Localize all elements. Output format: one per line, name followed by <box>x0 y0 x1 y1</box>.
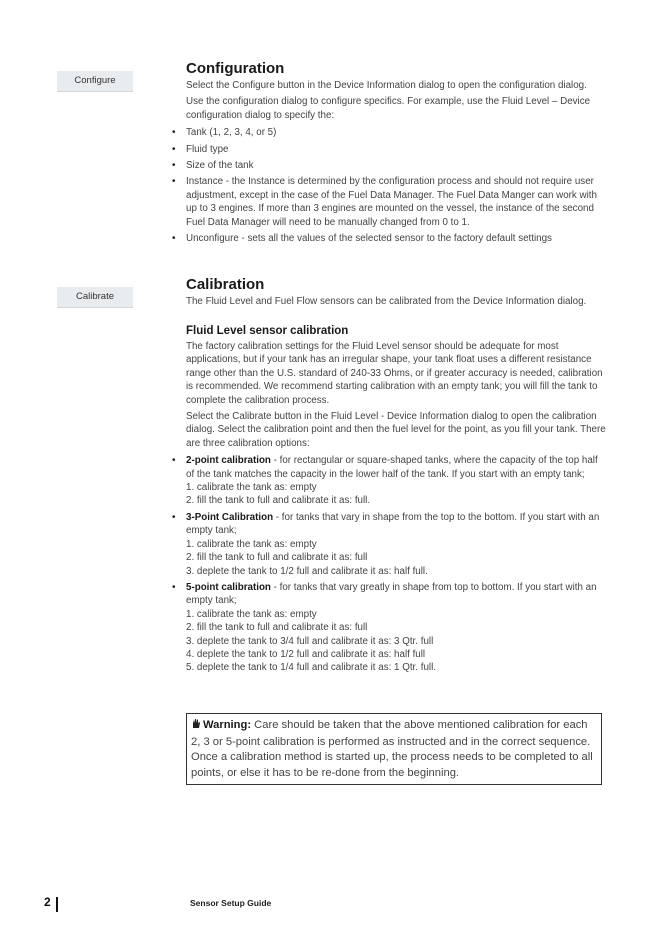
option-description: - for tanks that vary greatly in shape from top to bottom. If you start with an empty tank; <box>186 581 597 607</box>
option-title: 3-Point Calibration <box>186 511 274 523</box>
fluid-level-calibration-section <box>186 324 606 678</box>
configuration-paragraph-2: Use the configuration dialog to configure specifics. For example, use the Fluid Level – Device configuration dialog to specify the: <box>186 96 591 121</box>
option-step: 5. deplete the tank to 1/4 full and calibrate it as: 1 Qtr. full. <box>186 662 436 674</box>
option-title: 2-point calibration <box>186 455 271 467</box>
configure-side-label: Configure <box>57 71 133 92</box>
option-step: 2. fill the tank to full and calibrate it as: full. <box>186 495 371 507</box>
calibrate-side-label: Calibrate <box>57 287 133 308</box>
list-item: • Instance - the Instance is determined by the configuration process and should not require user adjustment, except in the case of the Fuel Data Manager. The Fuel Data Manger can work with up to 3 engines. If more than 3 engines are mounted on the vessel, the instance of the second Fuel Data Manager will need to be manually changed from 0 to 1. <box>186 175 606 229</box>
option-description: - for tanks that vary in shape from the top to the bottom. If you start with an empty tank; <box>186 511 600 537</box>
calibration-paragraph-1: The factory calibration settings for the Fluid Level sensor should be adequate for most applications, but if your tank has an irregular shape, your tank float uses a different resistance range other than the U.S. standard of 240-33 Ohms, or if greater accuracy is needed, calibration is recommended. We recommend starting calibration with an empty tank; you will fill the tank to complete the calibration process. <box>186 341 603 406</box>
configuration-heading: Configuration <box>186 60 285 77</box>
option-step: 1. calibrate the tank as: empty <box>186 608 317 620</box>
warning-text: Care should be taken that the above mentioned calibration for each 2, 3 or 5-point calibration is performed as instructed and in the correct sequence. Once a calibration method is started up, the process needs to be completed to all points, or else it has to be re-done from the beginning. <box>191 719 593 779</box>
list-item <box>186 511 606 578</box>
warning-box <box>186 713 602 785</box>
list-item: • Unconfigure - sets all the values of the selected sensor to the factory default settings <box>186 232 606 245</box>
list-item: • Size of the tank <box>186 159 606 172</box>
footer-divider <box>56 897 58 912</box>
list-item: • Fluid type <box>186 143 606 156</box>
calibration-heading: Calibration <box>186 276 265 293</box>
option-step: 1. calibrate the tank as: empty <box>186 538 317 550</box>
calibration-paragraph-2: Select the Calibrate button in the Fluid Level - Device Information dialog to open the calibration dialog. Select the calibration point and then the fuel level for the point, as you fill your tank. There are three calibration options: <box>186 411 606 449</box>
configuration-section <box>186 60 606 248</box>
option-description: - for rectangular or square-shaped tanks, where the capacity of the top half of the tank matches the capacity in the lower half of the tank. If you start with an empty tank; <box>186 455 598 480</box>
list-item: • Tank (1, 2, 3, 4, or 5) <box>186 126 606 139</box>
configuration-list <box>186 126 606 245</box>
list-item <box>186 581 606 675</box>
fluid-level-subheading: Fluid Level sensor calibration <box>186 325 349 337</box>
option-step: 4. deplete the tank to 1/2 full and calibrate it as: half full <box>186 648 426 660</box>
option-step: 2. fill the tank to full and calibrate it as: full <box>186 622 368 634</box>
option-step: 1. calibrate the tank as: empty <box>186 482 317 494</box>
warning-hand-icon <box>191 718 203 735</box>
list-item <box>186 454 606 508</box>
calibration-intro: The Fluid Level and Fuel Flow sensors can be calibrated from the Device Information dialog. <box>186 296 587 307</box>
option-title: 5-point calibration <box>186 581 271 593</box>
option-step: 2. fill the tank to full and calibrate it as: full <box>186 552 368 564</box>
page-number: 2 <box>44 895 51 909</box>
option-step: 3. deplete the tank to 1/2 full and calibrate it as: half full. <box>186 565 428 577</box>
calibration-section <box>186 276 606 308</box>
configuration-paragraph-1: Select the Configure button in the Device Information dialog to open the configuration dialog. <box>186 80 587 91</box>
footer-doc-title: Sensor Setup Guide <box>190 898 272 908</box>
warning-label: Warning: <box>203 719 252 731</box>
option-step: 3. deplete the tank to 3/4 full and calibrate it as: 3 Qtr. full <box>186 635 434 647</box>
calibration-options-list <box>186 454 606 675</box>
